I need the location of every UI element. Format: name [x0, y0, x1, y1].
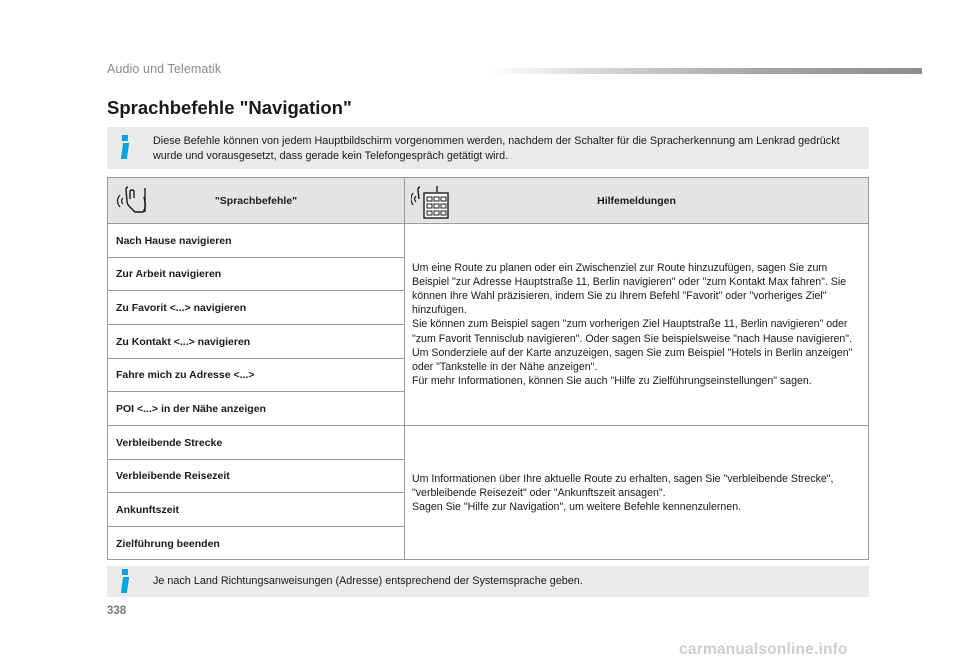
info-box-bottom — [107, 566, 869, 597]
info-text-bottom: Je nach Land Richtungsanweisungen (Adresse) entsprechend der Systemsprache geben. — [153, 575, 583, 587]
command-cell: POI <...> in der Nähe anzeigen — [108, 392, 405, 426]
header-cell-help — [405, 178, 868, 223]
header-help-label: Hilfemeldungen — [597, 194, 676, 207]
voice-commands-table — [107, 177, 869, 560]
help-cell-route — [405, 224, 868, 426]
help-text-route-info: Um Informationen über Ihre aktuelle Route zu erhalten, sagen Sie "verbleibende Strecke", "verbleibende Reisezeit" oder "Ankunftszeit ansagen". Sagen Sie "Hilfe zur Navigation", um weitere Befehle kennenzulernen. — [412, 472, 834, 514]
command-cell: Nach Hause navigieren — [108, 224, 405, 258]
command-cell: Fahre mich zu Adresse <...> — [108, 359, 405, 392]
voice-hand-icon — [116, 184, 150, 219]
section-header: Audio und Telematik — [107, 62, 222, 76]
info-icon — [119, 569, 131, 595]
watermark: carmanualsonline.info — [679, 641, 848, 658]
header-cell-commands — [108, 178, 405, 223]
command-cell: Verbleibende Reisezeit — [108, 460, 405, 493]
command-cell: Zielführung beenden — [108, 527, 405, 560]
help-text-route: Um eine Route zu planen oder ein Zwischenziel zur Route hinzuzufügen, sagen Sie zum Beispiel "zur Adresse Hauptstraße 11, Berlin navigieren" oder "zum Kontakt Max fahren". Sie können Ihre Wahl präzisieren, indem Sie zu Ihrem Befehl "Favorit" oder "vorheriges Ziel" hinzufügen. Sie können zum Beispiel sagen "zum vorherigen Ziel Hauptstraße 11, Berlin navigieren" oder "zum Favorit Tennisclub navigieren". Oder sagen Sie beispielsweise "nach Hause navigieren". Um Sonderziele auf der Karte anzuzeigen, sagen Sie zum Beispiel "Hotels in Berlin anzeigen" oder "Tankstelle in der Nähe anzeigen". Für mehr Informationen, können Sie auch "Hilfe zu Zielführungseinstellungen" sagen. — [412, 261, 853, 388]
page-number: 338 — [107, 605, 127, 617]
info-text-top: Diese Befehle können von jedem Hauptbildschirm vorgenommen werden, nachdem der Schalter für die Spracherkennung am Lenkrad gedrückt wurde und vorausgesetzt, dass gerade kein Telefongespräch getätigt wird. — [153, 135, 840, 162]
header-commands-label: "Sprachbefehle" — [214, 194, 298, 207]
command-cell: Zu Kontakt <...> navigieren — [108, 325, 405, 359]
header-gradient-bar — [490, 68, 922, 74]
info-icon — [119, 135, 131, 161]
command-cell: Zur Arbeit navigieren — [108, 258, 405, 291]
help-cell-route-info — [405, 426, 868, 560]
page-title: Sprachbefehle "Navigation" — [107, 97, 352, 118]
table-header-row — [108, 178, 868, 224]
command-cell: Zu Favorit <...> navigieren — [108, 291, 405, 325]
command-cell: Verbleibende Strecke — [108, 426, 405, 460]
voice-keypad-icon — [411, 184, 451, 223]
command-cell: Ankunftszeit — [108, 493, 405, 527]
info-box-top — [107, 127, 869, 169]
